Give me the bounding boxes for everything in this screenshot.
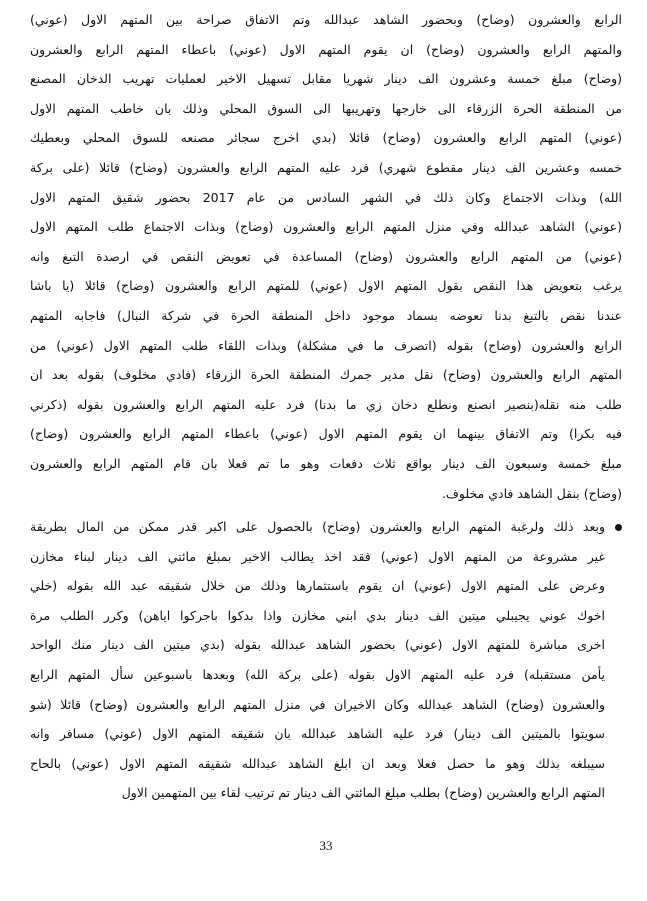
text-line: غير مشروعة من المتهم الاول (عوني) فقد اخذ يطالب الاخير بمبلغ مائتي الف دينار لبناء مخازن [30, 548, 605, 564]
page-number: 33 [319, 838, 333, 854]
paragraph-1 [30, 5, 622, 508]
text-line: من المنطقة الحرة الزرقاء الى خارجها وتهريبها الى السوق المحلي وذلك بان خاطب المتهم الاول [30, 100, 622, 116]
text-line: طلب منه نقله(بنصير انصنع ونطلع دخان زي ما بدنا) فرد عليه المتهم الرابع والعشرون بقوله (ذكرني [30, 396, 622, 412]
text-line: الله) وبذات الاجتماع وكان ذلك في الشهر السادس من عام 2017 بحضور شقيق المتهم الاول [30, 189, 622, 205]
text-line: (وضاح) مبلغ خمسة وعشرون الف دينار شهريا مقابل تسهيل الاخير لعمليات تهريب الدخان المصنع [30, 71, 622, 87]
text-line: اخوك عوني يجيبلي ميتين الف دينار بدي ابني مخازن واذا بدكوا باجركوا اياهن) وكرر الطلب مرة [30, 607, 605, 623]
text-line: يأمن مستقبله) فرد عليه المتهم الاول بقوله (على بركة الله) وبعدها باسبوعين سأل المتهم الرابع [30, 667, 605, 683]
text-line: (عوني) الشاهد عبدالله وفي منزل المتهم الرابع والعشرون (وضاح) وبذات الاجتماع طلب المتهم الاول [30, 219, 622, 235]
text-line: (وضاح) بنقل الشاهد فادي مخلوف. [441, 485, 622, 501]
text-line: المتهم الرابع والعشرون (وضاح) نقل مدير جمرك المنطقة الحرة الزرقاء (فادي مخلوف) بقوله بعد ان [30, 367, 622, 383]
text-line: مبلغ خمسة وسبعون الف دينار بواقع ثلاث دفعات وهو ما تم فعلا بان قام المتهم الرابع والعشرون [30, 455, 622, 471]
text-line: والمتهم الرابع والعشرون (وضاح) ان يقوم المتهم الاول (عوني) باعطاء المتهم الرابع والعشرون [30, 41, 622, 57]
text-line: سيبلغه بذلك وهو ما حصل فعلا وبعد ان ابلغ الشاهد عبدالله شقيقه المتهم الاول (عوني) بالحاح [30, 755, 605, 771]
text-line: الرابع والعشرون (وضاح) وبحضور الشاهد عبدالله وتم الاتفاق صراحة بين المتهم الاول (عوني) [30, 12, 622, 27]
text-line: خمسه وعشرين الف دينار مقطوع شهري) فرد عليه المتهم الرابع والعشرون (وضاح) قائلا (على بركة [30, 159, 622, 175]
text-line: اخرى مباشرة للمتهم الاول (عوني) بحضور الشاهد عبدالله بقوله (بدي ميتين الف دينار منك الواحد [30, 637, 605, 653]
text-line: (عوني) من المتهم الرابع والعشرون (وضاح) المساعدة في تعويض النقص في ارصدة التبغ وانه [30, 248, 622, 264]
text-line: سويتوا بالميتين الف دينار) فرد عليه الشاهد عبدالله بان شقيقه المتهم الاول (عوني) مسافر وانه [30, 726, 605, 742]
bullet-icon [615, 524, 622, 531]
text-line: يرغب بتعويض هذا النقص بقول المتهم الاول (عوني) للمتهم الرابع والعشرون (وضاح) قائلا (يا باشا [30, 278, 622, 294]
text-line: وبعد ذلك ولرغبة المتهم الرابع والعشرون (وضاح) بالحصول على اكبر قدر ممكن من المال بطريقة [30, 519, 605, 535]
text-line: الرابع والعشرون (وضاح) بقوله (اتصرف ما في مشكلة) وبذات اللقاء طلب المتهم الاول (عوني) من [30, 337, 622, 353]
text-line: وعرض على المتهم الاول (عوني) ان يقوم باستثمارها وذلك من خلال شقيقه عبد الله بقوله (خلي [30, 578, 605, 594]
text-line: والعشرون (وضاح) الشاهد عبدالله وكان الاخيران في منزل المتهم الرابع والعشرون (وضاح) قائلا (شو [30, 696, 605, 712]
paragraph-2-bullet [30, 512, 605, 808]
text-line: (عوني) المتهم الرابع والعشرون (وضاح) قائلا (بدي اخرج سجائر مصنعه للسوق المحلي وبعطيك [30, 130, 622, 146]
text-line: فيه بكرا) وتم الاتفاق بينهما ان يقوم المتهم الاول (عوني) باعطاء المتهم الرابع والعشرون (وضاح) [30, 426, 622, 442]
text-line: عندنا نقص بالتبغ بدنا نعوضه بسماد موجود داخل المنطقة الحرة في شركة النبال) فاجابه المتهم [30, 307, 622, 323]
text-line: المتهم الرابع والعشرين (وضاح) بطلب مبلغ المائتي الف دينار تم ترتيب لقاء بين المتهمين الاول [121, 785, 605, 801]
